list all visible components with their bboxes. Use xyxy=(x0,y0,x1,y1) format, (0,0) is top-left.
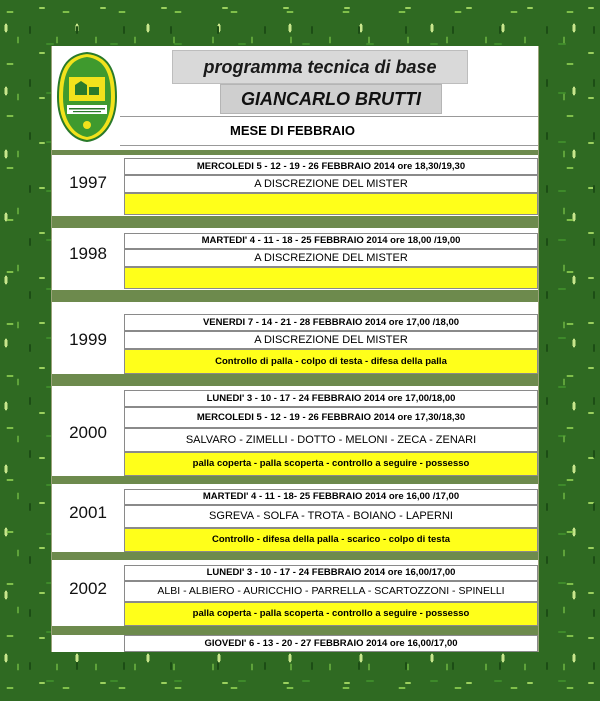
sheet-header xyxy=(52,46,538,150)
schedule-row: MERCOLEDI 5 - 12 - 19 - 26 FEBBRAIO 2014 ore 18,30/19,30 xyxy=(124,158,538,175)
activity-row: A DISCREZIONE DEL MISTER xyxy=(124,249,538,267)
year-label: 2001 xyxy=(69,503,107,522)
year-label: 1998 xyxy=(69,244,107,263)
topic-row: Controllo - difesa della palla - scarico - colpo di testa xyxy=(124,528,538,552)
section-divider xyxy=(52,290,538,302)
schedule-row: LUNEDI' 3 - 10 - 17 - 24 FEBBRAIO 2014 ore 17,00/18,00 xyxy=(124,390,538,407)
activity-row: A DISCREZIONE DEL MISTER xyxy=(124,175,538,193)
players-row: SALVARO - ZIMELLI - DOTTO - MELONI - ZECA - ZENARI xyxy=(124,428,538,452)
topic-row: palla coperta - palla scoperta - controllo a seguire - possesso xyxy=(124,602,538,626)
players-row: ALBI - ALBIERO - AURICCHIO - PARRELLA - SCARTOZZONI - SPINELLI xyxy=(124,581,538,602)
topic-row xyxy=(124,267,538,289)
club-logo-icon xyxy=(55,51,119,143)
coach-name: GIANCARLO BRUTTI xyxy=(220,84,442,114)
schedule-row: MARTEDI' 4 - 11 - 18- 25 FEBBRAIO 2014 ore 16,00 /17,00 xyxy=(124,489,538,505)
year-label: 1997 xyxy=(69,173,107,192)
players-row: SGREVA - SOLFA - TROTA - BOIANO - LAPERNI xyxy=(124,505,538,528)
month-label: MESE DI FEBBRAIO xyxy=(120,116,538,146)
schedule-sheet xyxy=(51,46,539,652)
section-divider xyxy=(52,552,538,560)
schedule-row: LUNEDI' 3 - 10 - 17 - 24 FEBBRAIO 2014 ore 16,00/17,00 xyxy=(124,565,538,581)
section-divider xyxy=(52,476,538,484)
section-divider xyxy=(52,626,538,635)
topic-row: Controllo di palla - colpo di testa - difesa della palla xyxy=(124,349,538,374)
schedule-row: MARTEDI' 4 - 11 - 18 - 25 FEBBRAIO 2014 ore 18,00 /19,00 xyxy=(124,233,538,249)
program-title: programma tecnica di base xyxy=(172,50,468,84)
schedule-row: GIOVEDI' 6 - 13 - 20 - 27 FEBBRAIO 2014 ore 16,00/17,00 xyxy=(124,635,538,652)
section-divider xyxy=(52,374,538,386)
section-divider xyxy=(52,216,538,228)
schedule-row: VENERDI 7 - 14 - 21 - 28 FEBBRAIO 2014 ore 17,00 /18,00 xyxy=(124,314,538,331)
activity-row: A DISCREZIONE DEL MISTER xyxy=(124,331,538,349)
topic-row xyxy=(124,193,538,215)
year-label: 2000 xyxy=(69,423,107,442)
year-label: 1999 xyxy=(69,330,107,349)
year-label: 2002 xyxy=(69,579,107,598)
schedule-row: MERCOLEDI 5 - 12 - 19 - 26 FEBBRAIO 2014 ore 17,30/18,30 xyxy=(124,407,538,428)
topic-row: palla coperta - palla scoperta - controllo a seguire - possesso xyxy=(124,452,538,476)
